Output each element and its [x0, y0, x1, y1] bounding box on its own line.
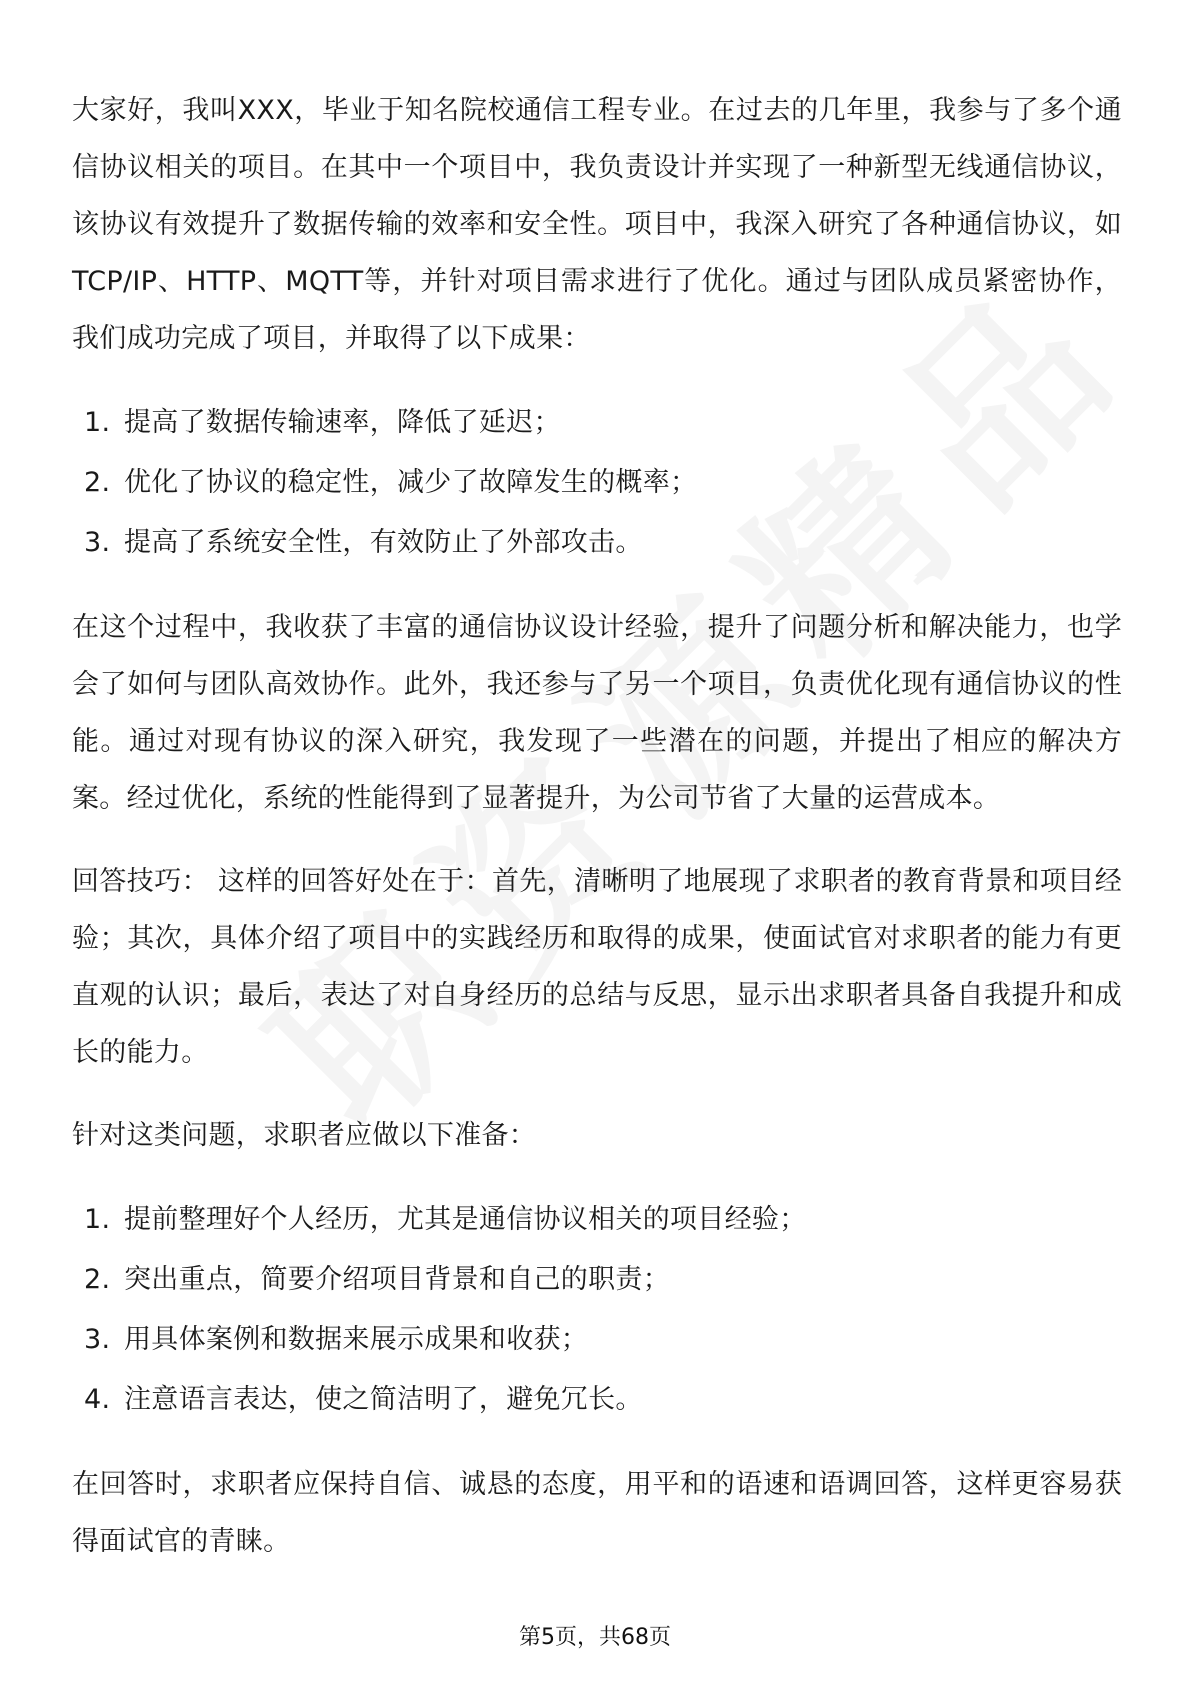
page-number: 第5页，共68页: [519, 1625, 671, 1650]
preparation-intro: 针对这类问题，求职者应做以下准备：: [72, 1120, 537, 1151]
list-item: [72, 513, 1122, 573]
list-number: 4.: [84, 1384, 111, 1415]
list-text: 优化了协议的稳定性，减少了故障发生的概率；: [124, 467, 698, 498]
achievements-list: [72, 393, 1122, 573]
list-number: 3.: [84, 1324, 111, 1355]
list-number: 2.: [84, 1264, 111, 1295]
list-text: 用具体案例和数据来展示成果和收获；: [124, 1324, 589, 1355]
page-content: [72, 82, 1122, 1596]
list-number: 1.: [84, 407, 111, 438]
list-number: 3.: [84, 527, 111, 558]
list-text: 突出重点，简要介绍项目背景和自己的职责；: [124, 1264, 670, 1295]
intro-paragraph: 大家好，我叫XXX，毕业于知名院校通信工程专业。在过去的几年里，我参与了多个通信协议相关的项目。在其中一个项目中，我负责设计并实现了一种新型无线通信协议，该协议有效提升了数据传输的效率和安全性。项目中，我深入研究了各种通信协议，如TCP/IP、HTTP、MQTT等，并针对项目需求进行了优化。通过与团队成员紧密协作，我们成功完成了项目，并取得了以下成果：: [72, 95, 1122, 354]
list-text: 注意语言表达，使之简洁明了，避免冗长。: [124, 1384, 643, 1415]
list-item: [72, 1310, 1122, 1370]
list-item: [72, 1190, 1122, 1250]
experience-paragraph: 在这个过程中，我收获了丰富的通信协议设计经验，提升了问题分析和解决能力，也学会了如何与团队高效协作。此外，我还参与了另一个项目，负责优化现有通信协议的性能。通过对现有协议的深入研究，我发现了一些潜在的问题，并提出了相应的解决方案。经过优化，系统的性能得到了显著提升，为公司节省了大量的运营成本。: [72, 612, 1122, 814]
list-item: [72, 453, 1122, 513]
tips-paragraph: 回答技巧： 这样的回答好处在于：首先，清晰明了地展现了求职者的教育背景和项目经验；其次，具体介绍了项目中的实践经历和取得的成果，使面试官对求职者的能力有更直观的认识；最后，表达了对自身经历的总结与反思，显示出求职者具备自我提升和成长的能力。: [72, 866, 1122, 1068]
list-item: [72, 1370, 1122, 1430]
list-text: 提前整理好个人经历，尤其是通信协议相关的项目经验；: [124, 1204, 807, 1235]
list-number: 2.: [84, 467, 111, 498]
list-number: 1.: [84, 1204, 111, 1235]
list-text: 提高了系统安全性，有效防止了外部攻击。: [124, 527, 643, 558]
list-item: [72, 393, 1122, 453]
closing-paragraph: 在回答时，求职者应保持自信、诚恳的态度，用平和的语速和语调回答，这样更容易获得面试官的青睐。: [72, 1469, 1122, 1557]
preparation-list: [72, 1190, 1122, 1430]
list-text: 提高了数据传输速率，降低了延迟；: [124, 407, 561, 438]
list-item: [72, 1250, 1122, 1310]
